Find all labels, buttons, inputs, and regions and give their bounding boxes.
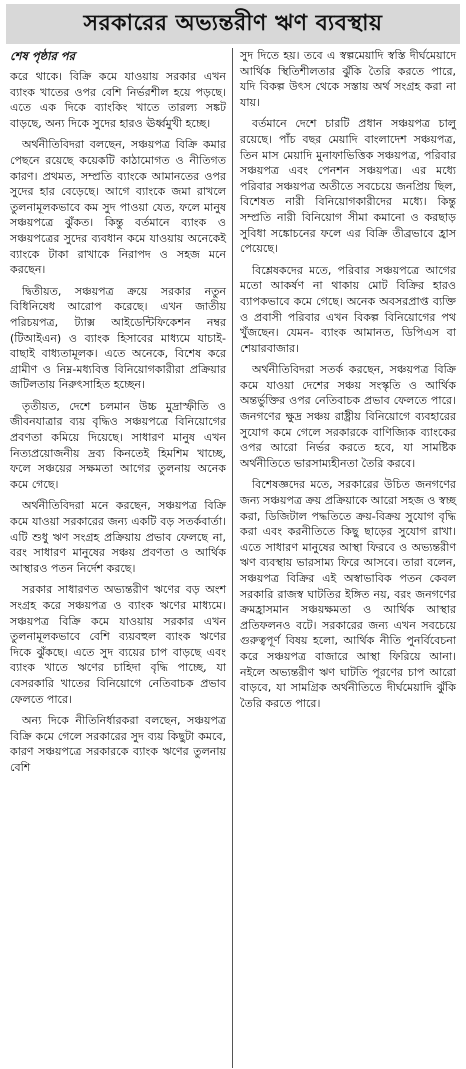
- paragraph: বর্তমানে দেশে চারটি প্রধান সঞ্চয়পত্র চালু রয়েছে। পাঁচ বছর মেয়াদি বাংলাদেশ সঞ্চয়পত্র, তিন মাস মেয়াদি মুনাফাভিত্তিক সঞ্চয়পত্র, পরিবার সঞ্চয়পত্র এবং পেনশন সঞ্চয়পত্র। এর মধ্যে পরিবার সঞ্চয়পত্র অতীতে সবচেয়ে জনপ্রিয় ছিল, বিশেষত নারী বিনিয়োগকারীদের মধ্যে। কিন্তু সম্প্রতি নারী বিনিয়োগ সীমা কমানো ও করছাড় সুবিধা সঙ্কোচনের ফলে এর বিক্রি তীব্রভাবে হ্রাস পেয়েছে।: [240, 117, 456, 256]
- paragraph: অন্য দিকে নীতিনির্ধারকরা বলছেন, সঞ্চয়পত্র বিক্রি কমে গেলে সরকারের সুদ ব্যয় কিছুটা কমবে, কারণ সঞ্চয়পত্রে সরকারকে ব্যাংক ঋণের তুলনায় বেশি: [10, 714, 226, 774]
- paragraph: অর্থনীতিবিদরা বলছেন, সঞ্চয়পত্র বিক্রি কমার পেছনে রয়েছে কয়েকটি কাঠামোগত ও নীতিগত কারণ। প্রথমত, সম্প্রতি ব্যাংকে আমানতের ওপর সুদের হার বেড়েছে। আগে ব্যাংকে জমা রাখলে তুলনামূলকভাবে কম সুদ পাওয়া যেত, ফলে মানুষ সঞ্চয়পত্রে ঝুঁকত। কিন্তু বর্তমানে ব্যাংক ও সঞ্চয়পত্রের সুদের ব্যবধান কমে যাওয়ায় অনেকেই ব্যাংকে টাকা রাখাকে নিরাপদ ও সহজ মনে করছেন।: [10, 138, 226, 277]
- paragraph: তৃতীয়ত, দেশে চলমান উচ্চ মুদ্রাস্ফীতি ও জীবনযাত্রার ব্যয় বৃদ্ধিও সঞ্চয়পত্রে বিনিয়োগের প্রবণতা কমিয়ে দিয়েছে। সাধারণ মানুষ এখন নিত্যপ্রয়োজনীয় দ্রব্য কিনতেই হিমশিম খাচ্ছে, ফলে সঞ্চয়ের সক্ষমতা আগের তুলনায় অনেক কমে গেছে।: [10, 399, 226, 491]
- left-column: [6, 48, 233, 1068]
- paragraph: সরকার সাধারণত অভ্যন্তরীণ ঋণের বড় অংশ সংগ্রহ করে সঞ্চয়পত্র ও ব্যাংক ঋণের মাধ্যমে। সঞ্চয়পত্র বিক্রি কমে যাওয়ায় সরকার এখন তুলনামূলকভাবে বেশি ব্যয়বহুল ব্যাংক ঋণের দিকে ঝুঁকছে। এতে সুদ ব্যয়ের চাপ বাড়ছে এবং ব্যাংক খাতে ঋণের চাহিদা বৃদ্ধি পাচ্ছে, যা বেসরকারি খাতের বিনিয়োগে নেতিবাচক প্রভাব ফেলতে পারে।: [10, 583, 226, 706]
- article-columns: [6, 48, 460, 1068]
- paragraph: অর্থনীতিবিদরা সতর্ক করছেন, সঞ্চয়পত্র বিক্রি কমে যাওয়া দেশের সঞ্চয় সংস্কৃতি ও আর্থিক অন্তর্ভুক্তির ওপর নেতিবাচক প্রভাব ফেলতে পারে। জনগণের ক্ষুদ্র সঞ্চয় রাষ্ট্রীয় বিনিয়োগে ব্যবহারের সুযোগ কমে গেলে সরকারকে বাণিজ্যিক ব্যাংকের ওপর আরো নির্ভর করতে হবে, যা সামষ্টিক অর্থনীতিতে ভারসাম্যহীনতা তৈরি করবে।: [240, 363, 456, 470]
- article-headline: সরকারের অভ্যন্তরীণ ঋণ ব্যবস্থায়: [6, 4, 460, 44]
- paragraph: সুদ দিতে হয়। তবে এ স্বল্পমেয়াদি স্বস্তি দীর্ঘমেয়াদে আর্থিক স্থিতিশীলতার ঝুঁকি তৈরি করতে পারে, যদি বিকল্প উৎস থেকে সস্তায় অর্থ সংগ্রহ করা না যায়।: [240, 49, 456, 109]
- paragraph: বিশ্লেষকদের মতে, পরিবার সঞ্চয়পত্রে আগের মতো আকর্ষণ না থাকায় মোট বিক্রির হারও ব্যাপকভাবে কমে গেছে। অনেক অবসরপ্রাপ্ত ব্যক্তি ও প্রবাসী পরিবার এখন বিকল্প বিনিয়োগের পথ খুঁজছেন। যেমন- ব্যাংক আমানত, ডিপিএস বা শেয়ারবাজার।: [240, 263, 456, 355]
- right-column: [233, 48, 460, 1068]
- paragraph: করে থাকে। বিক্রি কমে যাওয়ায় সরকার এখন ব্যাংক খাতের ওপর বেশি নির্ভরশীল হয়ে পড়ছে। এতে এক দিকে ব্যাংকিং খাতে তারল্য সঙ্কট বাড়ছে, অন্য দিকে সুদের হারও ঊর্ধ্বমুখী হচ্ছে।: [10, 70, 226, 130]
- continued-label: শেষ পৃষ্ঠার পর: [10, 49, 75, 63]
- paragraph: বিশেষজ্ঞদের মতে, সরকারের উচিত জনগণের জন্য সঞ্চয়পত্র ক্রয় প্রক্রিয়াকে আরো সহজ ও স্বচ্ছ করা, ডিজিটাল পদ্ধতিতে ক্রয়-বিক্রয় সুযোগ বৃদ্ধি করা এবং করনীতিতে কিছু ছাড়ের সুযোগ রাখা। এতে সাধারণ মানুষের আস্থা ফিরবে ও অভ্যন্তরীণ ঋণ ব্যবস্থায় ভারসাম্য ফিরে আসবে। তারা বলেন, সঞ্চয়পত্র বিক্রির এই অস্বাভাবিক পতন কেবল সরকারি রাজস্ব ঘাটতির ইঙ্গিত নয়, বরং জনগণের ক্রমহ্রাসমান সঞ্চয়ক্ষমতা ও আর্থিক আস্থার প্রতিফলনও বটে। সরকারের জন্য এখন সবচেয়ে গুরুত্বপূর্ণ বিষয় হলো, আর্থিক নীতি পুনর্বিবেচনা করে সঞ্চয়পত্র বাজারে আস্থা ফিরিয়ে আনা। নইলে অভ্যন্তরীণ ঋণ ঘাটতি পূরণের চাপ আরো বাড়বে, যা সামগ্রিক অর্থনীতিতে দীর্ঘমেয়াদি ঝুঁকি তৈরি করতে পারে।: [240, 478, 456, 710]
- paragraph: অর্থনীতিবিদরা মনে করছেন, সঞ্চয়পত্র বিক্রি কমে যাওয়া সরকারের জন্য একটি বড় সতর্কবার্তা। এটি শুধু ঋণ সংগ্রহ প্রক্রিয়ায় প্রভাব ফেলছে না, বরং সাধারণ মানুষের সঞ্চয় প্রবণতা ও আর্থিক আস্থারও পতন নির্দেশ করছে।: [10, 499, 226, 575]
- paragraph: দ্বিতীয়ত, সঞ্চয়পত্র ক্রয়ে সরকার নতুন বিধিনিষেধ আরোপ করেছে। এখন জাতীয় পরিচয়পত্র, ট্যাক্স আইডেন্টিফিকেশন নম্বর (টিআইএন) ও ব্যাংক হিসাবের মাধ্যমে যাচাই-বাছাই বাধ্যতামূলক। এতে অনেকে, বিশেষ করে গ্রামীণ ও নিম্ন-মধ্যবিত্ত বিনিয়োগকারীরা প্রক্রিয়ার জটিলতায় নিরুৎসাহিত হচ্ছেন।: [10, 284, 226, 392]
